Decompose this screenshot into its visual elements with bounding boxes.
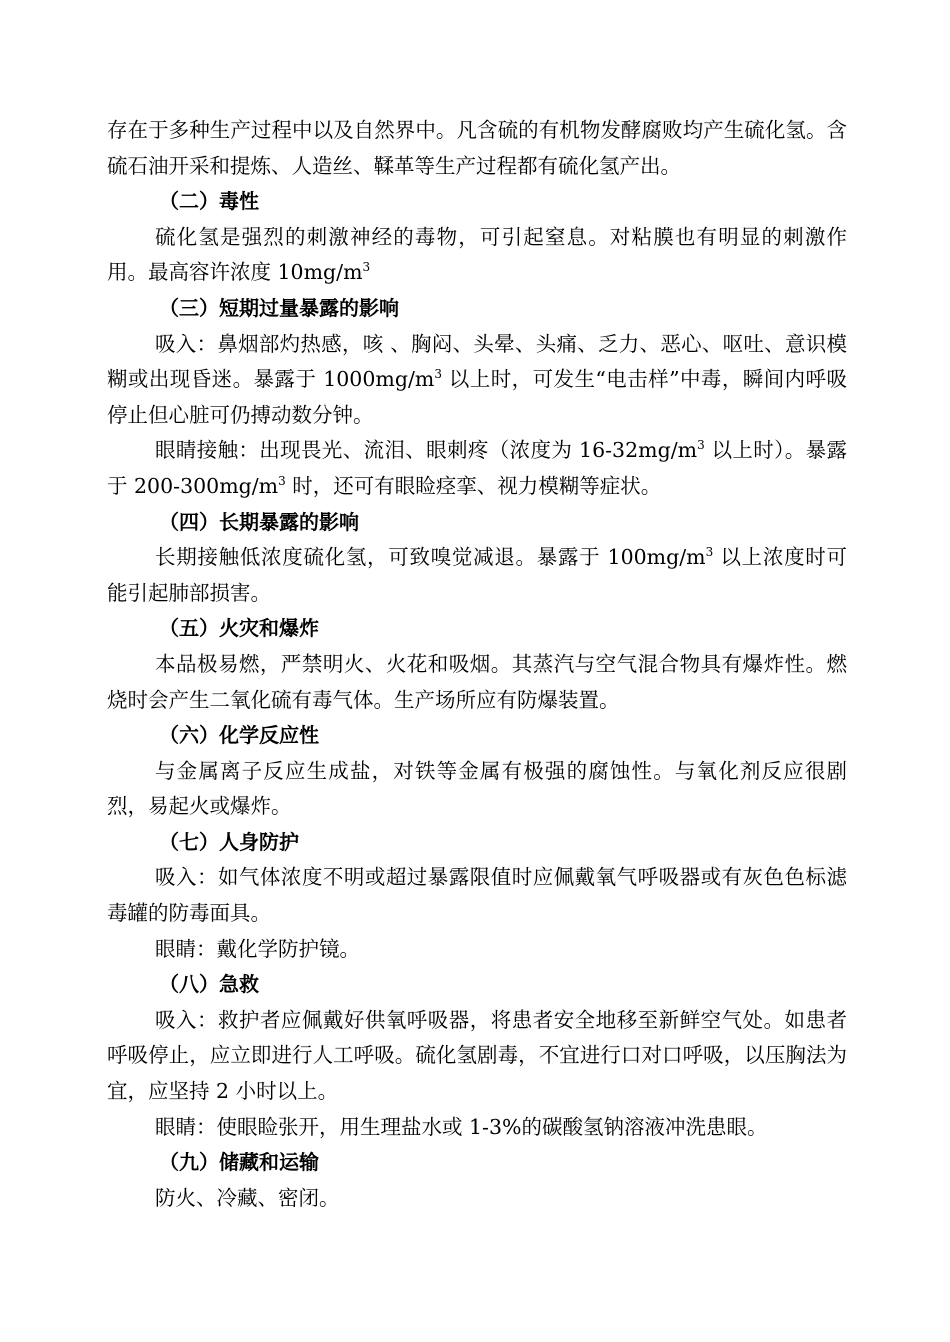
paragraph-first-aid-inhalation: 吸入：救护者应佩戴好供氧呼吸器，将患者安全地移至新鲜空气处。如患者呼吸停止，应立即进行人工呼吸。硫化氢剧毒，不宜进行口对口呼吸，以压胸法为宜，应坚持 2 小时以上。 — [107, 1007, 847, 1104]
paragraph-first-aid-eye: 眼睛：使眼睑张开，用生理盐水或 1-3%的碳酸氢钠溶液冲洗患眼。 — [155, 1114, 768, 1139]
document-page — [107, 113, 847, 1216]
section-heading-reactivity: （六）化学反应性 — [159, 723, 319, 748]
intro-paragraph: 存在于多种生产过程中以及自然界中。凡含硫的有机物发酵腐败均产生硫化氢。含硫石油开采和提炼、人造丝、鞣革等生产过程都有硫化氢产出。 — [107, 118, 847, 178]
section-heading-fire: （五）火灾和爆炸 — [159, 616, 319, 641]
section-heading-toxicity: （二）毒性 — [159, 189, 259, 214]
paragraph-long-term: 长期接触低浓度硫化氢，可致嗅觉减退。暴露于 $100mg/m^3$ 以上浓度时可能引起肺部损害。 — [107, 545, 847, 605]
section-heading-protection: （七）人身防护 — [159, 829, 299, 854]
paragraph-protection-eye: 眼睛：戴化学防护镜。 — [155, 936, 360, 961]
paragraph-short-term-eye: 眼睛接触：出现畏光、流泪、眼刺疼（浓度为 $16-32mg/m^3$ 以上时）。暴露于 $200-300mg/m^3$ 时，还可有眼睑痉挛、视力模糊等症状。 — [107, 438, 847, 498]
section-heading-first-aid: （八）急救 — [159, 972, 259, 997]
paragraph-reactivity: 与金属离子反应生成盐，对铁等金属有极强的腐蚀性。与氧化剂反应很剧烈，易起火或爆炸。 — [107, 758, 847, 819]
section-heading-short-term: （三）短期过量暴露的影响 — [159, 295, 399, 320]
section-heading-long-term: （四）长期暴露的影响 — [159, 509, 359, 534]
paragraph-storage: 防火、冷藏、密闭。 — [155, 1185, 340, 1210]
paragraph-toxicity: 硫化氢是强烈的刺激神经的毒物，可引起窒息。对粘膜也有明显的刺激作用。最高容许浓度 $10mg/m^3$ — [107, 224, 847, 285]
paragraph-short-term-inhalation: 吸入：鼻烟部灼热感，咳 、胸闷、头晕、头痛、乏力、恶心、呕吐、意识模糊或出现昏迷。暴露于 $1000mg/m^3$ 以上时，可发生“电击样”中毒，瞬间内呼吸停止但心脏可仍搏动数分钟。 — [107, 331, 847, 427]
section-heading-storage: （九）储藏和运输 — [159, 1150, 319, 1175]
paragraph-protection-inhalation: 吸入：如气体浓度不明或超过暴露限值时应佩戴氧气呼吸器或有灰色色标滤毒罐的防毒面具。 — [107, 865, 847, 926]
paragraph-fire: 本品极易燃，严禁明火、火花和吸烟。其蒸汽与空气混合物具有爆炸性。燃烧时会产生二氧化硫有毒气体。生产场所应有防爆装置。 — [107, 651, 847, 712]
